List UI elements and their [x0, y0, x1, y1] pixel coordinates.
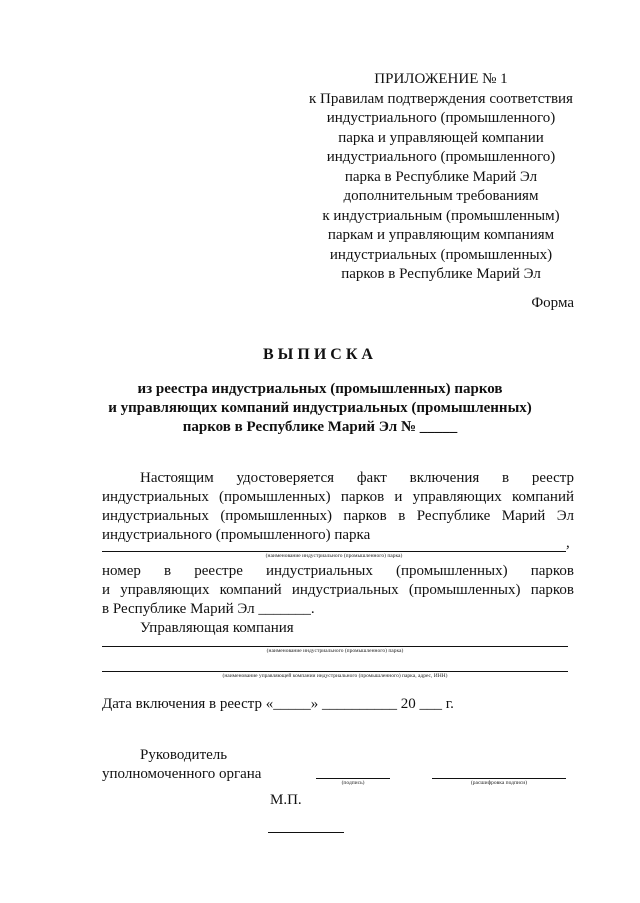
word: индустриальных: [102, 508, 209, 524]
stamp-label: М.П.: [270, 792, 302, 808]
word: номер: [102, 563, 141, 579]
word: парков: [530, 563, 574, 579]
word: индустриальных: [102, 489, 209, 505]
word: удостоверяется: [236, 470, 335, 486]
appendix-line: индустриальных (промышленных): [329, 246, 553, 263]
appendix-line: к Правилам подтверждения соответствия: [309, 90, 573, 107]
form-label: Форма: [531, 295, 574, 311]
word: факт: [356, 470, 387, 486]
subtitle-line: парков в Республике Марий Эл № _____: [182, 419, 458, 435]
document-subtitle: [80, 380, 560, 437]
word: Эл: [556, 508, 574, 524]
appendix-line: ПРИЛОЖЕНИЕ № 1: [374, 71, 508, 87]
word: управляющих: [412, 489, 502, 505]
word: в: [502, 470, 510, 486]
park-name-field: [102, 538, 566, 552]
word: компаний: [219, 582, 282, 598]
word: в: [398, 508, 406, 524]
word: реестр: [531, 470, 574, 486]
paragraph-line: [102, 469, 574, 488]
word: Настоящим: [140, 470, 214, 486]
word: (промышленных): [219, 489, 331, 505]
subtitle-line: из реестра индустриальных (промышленных) парков: [137, 381, 503, 397]
appendix-header: [296, 70, 586, 285]
word: парков: [530, 582, 574, 598]
signature-decoding-caption: (расшифровка подписи): [470, 780, 528, 786]
appendix-line: парка в Республике Марий Эл: [344, 168, 538, 185]
word: управляющих: [120, 582, 210, 598]
park-name-comma: ,: [566, 535, 570, 551]
word: (промышленных): [220, 508, 332, 524]
inclusion-date-line: Дата включения в реестр «_____» __________ 20 ___ г.: [102, 696, 454, 712]
appendix-line: дополнительным требованиям: [343, 188, 539, 204]
word: реестре: [194, 563, 243, 579]
management-details-caption: (наименование управляющей компании индустриального (промышленного) парка, адрес, ИНН): [222, 673, 448, 679]
paragraph-line: [102, 507, 574, 526]
word: и: [102, 582, 111, 598]
appendix-line: парка и управляющей компании: [338, 129, 544, 146]
appendix-line: индустриального (промышленного): [326, 110, 556, 126]
word: (промышленных): [395, 563, 508, 579]
management-details-field: [102, 659, 568, 672]
word: Республике: [416, 508, 491, 524]
word: Марий: [501, 508, 546, 524]
appendix-line: к индустриальным (промышленным): [322, 207, 560, 224]
word: компаний: [512, 489, 574, 505]
paragraph-line: [102, 581, 574, 600]
word: (промышленных): [408, 582, 521, 598]
stamp-line: [268, 820, 344, 833]
management-caption: (наименование индустриального (промышленного) парка): [266, 648, 404, 654]
appendix-line: индустриального (промышленного): [326, 149, 556, 165]
signatory-organ: уполномоченного органа: [102, 766, 262, 782]
appendix-line: парков в Республике Марий Эл: [341, 266, 541, 282]
document-title: ВЫПИСКА: [263, 346, 377, 363]
certification-paragraph: [102, 469, 574, 545]
word: в: [164, 563, 172, 579]
appendix-line: паркам и управляющим компаниям: [327, 227, 555, 243]
paragraph-line: индустриального (промышленного) парка: [102, 527, 371, 543]
management-company-field: [102, 634, 568, 647]
management-company-label: Управляющая компания: [140, 620, 294, 636]
word: включения: [409, 470, 480, 486]
signatory-title: Руководитель: [140, 747, 228, 763]
signature-decoding-field: [432, 766, 566, 779]
signature-field: [316, 766, 390, 779]
paragraph-line: в Республике Марий Эл _______.: [102, 601, 315, 617]
subtitle-line: и управляющих компаний индустриальных (промышленных): [108, 400, 532, 416]
paragraph-line: [102, 488, 574, 507]
registry-number-paragraph: [102, 562, 574, 638]
word: и: [394, 489, 403, 505]
word: парков: [340, 489, 385, 505]
paragraph-line: [102, 562, 574, 581]
word: индустриальных: [291, 582, 399, 598]
signature-caption: (подпись): [341, 780, 365, 786]
word: парков: [343, 508, 387, 524]
word: индустриальных: [266, 563, 373, 579]
park-name-caption: (наименование индустриального (промышленного) парка): [265, 553, 403, 559]
